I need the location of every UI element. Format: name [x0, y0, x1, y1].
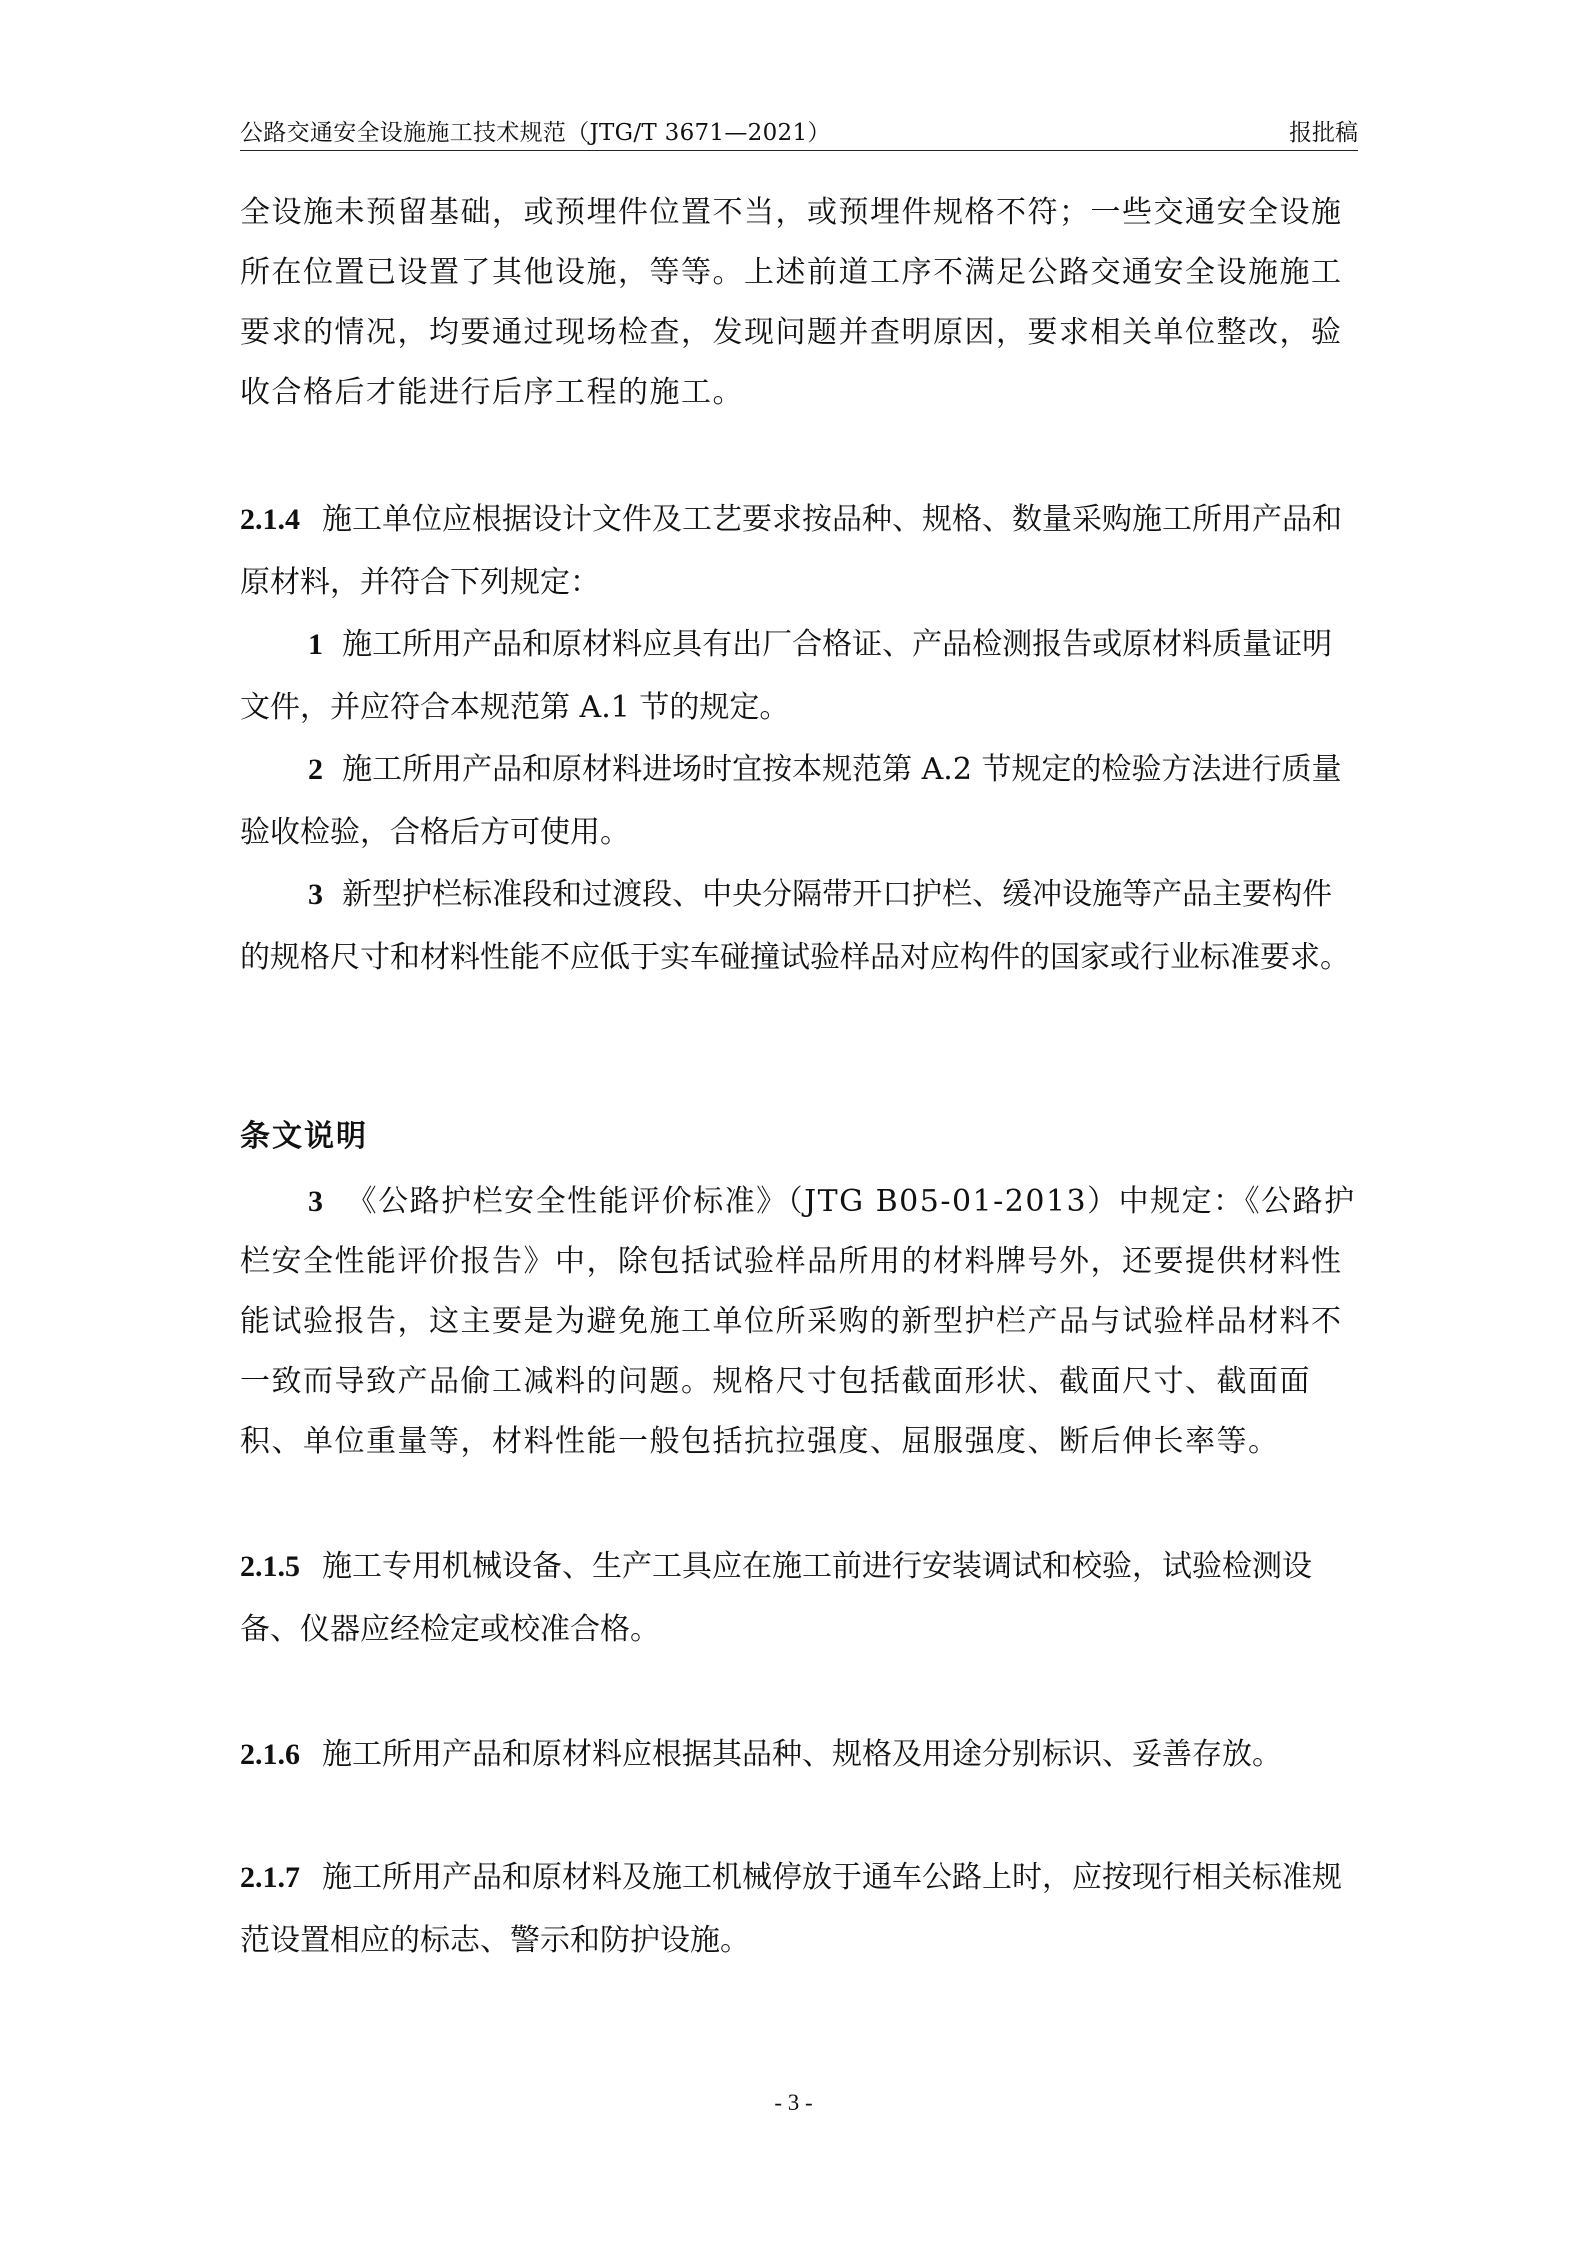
clause-2-1-4 — [240, 489, 1358, 614]
clause-2-1-6 — [240, 1724, 1358, 1787]
intro-paragraph — [240, 183, 1358, 423]
item-text: 施工所用产品和原材料应具有出厂合格证、产品检测报告或原材料质量证明文件，并应符合本规范第 A.1 节的规定。 — [240, 627, 1333, 725]
commentary-title — [240, 1106, 1358, 1169]
item-number: 3 — [308, 878, 323, 911]
commentary-paragraph — [240, 1172, 1358, 1472]
intro-text: 全设施未预留基础，或预埋件位置不当，或预埋件规格不符；一些交通安全设施所在位置已设置了其他设施，等等。上述前道工序不满足公路交通安全设施施工要求的情况，均要通过现场检查，发现问题并查明原因，要求相关单位整改，验收合格后才能进行后序工程的施工。 — [240, 195, 1343, 410]
commentary-text: 《公路护栏安全性能评价标准》（JTG B05-01-2013）中规定：《公路护栏安全性能评价报告》中，除包括试验样品所用的材料牌号外，还要提供材料性能试验报告，这主要是为避免施工单位所采购的新型护栏产品与试验样品材料不一致而导致产品偷工减料的问题。规格尺寸包括截面形状、截面尺寸、截面面积、单位重量等，材料性能一般包括抗拉强度、屈服强度、断后伸长率等。 — [240, 1184, 1356, 1459]
clause-text: 施工所用产品和原材料及施工机械停放于通车公路上时，应按现行相关标准规范设置相应的标志、警示和防护设施。 — [240, 1860, 1342, 1958]
item-number: 2 — [308, 753, 323, 786]
item-text: 施工所用产品和原材料进场时宜按本规范第 A.2 节规定的检验方法进行质量验收检验，合格后方可使用。 — [240, 752, 1342, 850]
clause-2-1-5 — [240, 1536, 1358, 1661]
clause-number: 2.1.6 — [240, 1738, 300, 1771]
clause-number: 2.1.4 — [240, 503, 300, 536]
clause-item — [240, 739, 1358, 864]
item-number: 1 — [308, 628, 323, 661]
commentary-title-text: 条文说明 — [240, 1119, 368, 1154]
page-header — [240, 110, 1358, 152]
clause-item — [240, 864, 1358, 989]
item-text: 新型护栏标准段和过渡段、中央分隔带开口护栏、缓冲设施等产品主要构件的规格尺寸和材料性能不应低于实车碰撞试验样品对应构件的国家或行业标准要求。 — [240, 877, 1350, 975]
clause-item — [240, 614, 1358, 739]
page-number: - 3 - — [774, 2090, 813, 2115]
clause-text: 施工单位应根据设计文件及工艺要求按品种、规格、数量采购施工所用产品和原材料，并符合下列规定： — [240, 502, 1342, 600]
commentary-number: 3 — [308, 1185, 325, 1218]
header-status: 报批稿 — [1289, 120, 1358, 146]
clause-number: 2.1.5 — [240, 1550, 300, 1583]
header-rule — [240, 150, 1358, 151]
clause-2-1-7 — [240, 1847, 1358, 1972]
clause-text: 施工所用产品和原材料应根据其品种、规格及用途分别标识、妥善存放。 — [322, 1737, 1282, 1772]
clause-number: 2.1.7 — [240, 1861, 300, 1894]
clause-text: 施工专用机械设备、生产工具应在施工前进行安装调试和校验，试验检测设备、仪器应经检定或校准合格。 — [240, 1549, 1312, 1647]
header-title: 公路交通安全设施施工技术规范（JTG/T 3671—2021） — [240, 120, 831, 146]
